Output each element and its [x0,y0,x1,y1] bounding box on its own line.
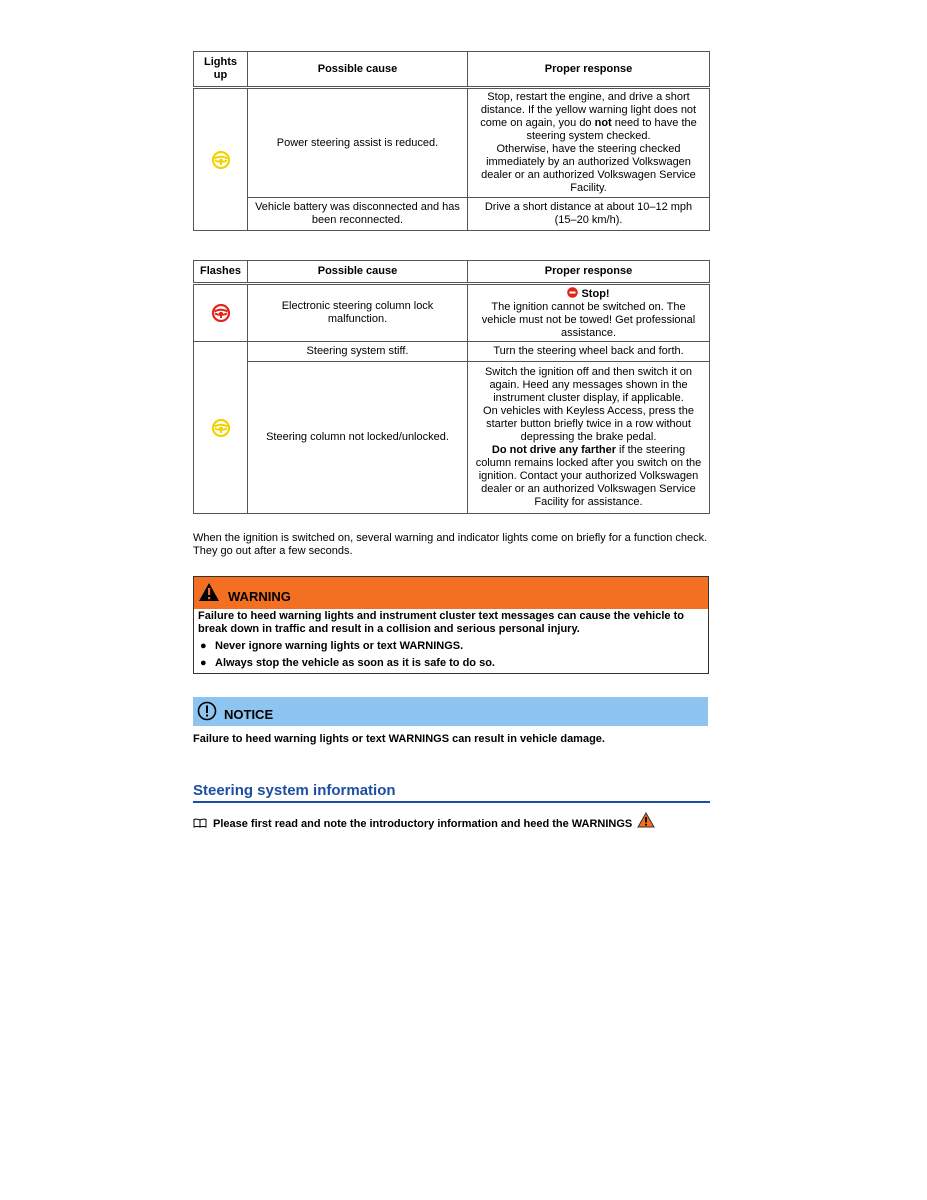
warning-header [194,577,708,609]
cause-cell: Vehicle battery was disconnected and has been reconnected. [248,198,468,231]
icon-cell [194,88,248,231]
response-cell: Drive a short distance at about 10–12 mph (15–20 km/h). [468,198,710,231]
warning-body [194,609,708,670]
cause-cell: Power steering assist is reduced. [248,88,468,198]
notice-text: Failure to heed warning lights or text WARNINGS can result in vehicle damage. [193,733,605,745]
icon-cell [194,284,248,342]
cause-cell: Steering column not locked/unlocked. [248,362,468,514]
warning-triangle-icon [198,582,220,602]
response-cell: Stop! The ignition cannot be switched on. The vehicle must not be towed! Get professional assistance. [468,284,710,342]
table-row [194,362,710,514]
section-divider [193,801,710,803]
column-header: Proper response [468,261,710,284]
cause-cell: Steering system stiff. [248,342,468,362]
column-header: Lights up [194,52,248,88]
response-cell: Turn the steering wheel back and forth. [468,342,710,362]
warning-box [193,576,709,674]
flashes-table [193,260,710,514]
stop-sign-icon [567,287,578,298]
notice-header [193,697,708,726]
table-header-row [194,261,710,284]
column-header: Proper response [468,52,710,88]
column-header: Possible cause [248,261,468,284]
response-cell: Switch the ignition off and then switch it on again. Heed any messages shown in the instrument cluster display, if applicable. On vehicles with Keyless Access, press the starter button briefly twice in a row without depressing the brake pedal. Do not drive any farther if the steering column remains locked after you switch on the ignition. Contact your authorized Volkswagen dealer or an authorized Volkswagen Service Facility for assistance. [468,362,710,514]
table-header-row [194,52,710,88]
icon-cell [194,342,248,514]
table-row [194,88,710,198]
warning-text: Failure to heed warning lights and instrument cluster text messages can cause the vehicle to break down in traffic and result in a collision and serious personal injury. [198,610,684,635]
steering-warning-red-icon [211,304,231,322]
lights-up-table [193,51,710,231]
warning-list [198,640,704,670]
exclamation-circle-icon [197,701,217,721]
cause-cell: Electronic steering column lock malfunction. [248,284,468,342]
warning-title: WARNING [228,589,291,604]
book-icon [193,818,207,828]
intro-text: Please first read and note the introductory information and heed the WARNINGS [213,818,633,830]
column-header: Flashes [194,261,248,284]
table-row [194,198,710,231]
list-item: ● Never ignore warning lights or text WARNINGS. [200,640,464,652]
table-row [194,342,710,362]
warning-triangle-icon[interactable] [637,812,655,828]
table-row [194,284,710,342]
steering-warning-yellow-icon [211,151,231,169]
notice-title: NOTICE [224,707,274,722]
response-cell: Stop, restart the engine, and drive a short distance. If the yellow warning light does not come on again, you do not need to have the steering system checked. Otherwise, have the steering checked immediately by an authorized Volkswagen dealer or an authorized Volkswagen Service Facility. [468,88,710,198]
steering-warning-yellow-icon [211,419,231,437]
intro-instruction [193,812,655,830]
function-check-paragraph: When the ignition is switched on, several warning and indicator lights come on briefly for a function check. They go out after a few seconds. [193,532,708,557]
column-header: Possible cause [248,52,468,88]
section-title: Steering system information [193,782,396,799]
list-item: ● Always stop the vehicle as soon as it is safe to do so. [200,657,495,669]
